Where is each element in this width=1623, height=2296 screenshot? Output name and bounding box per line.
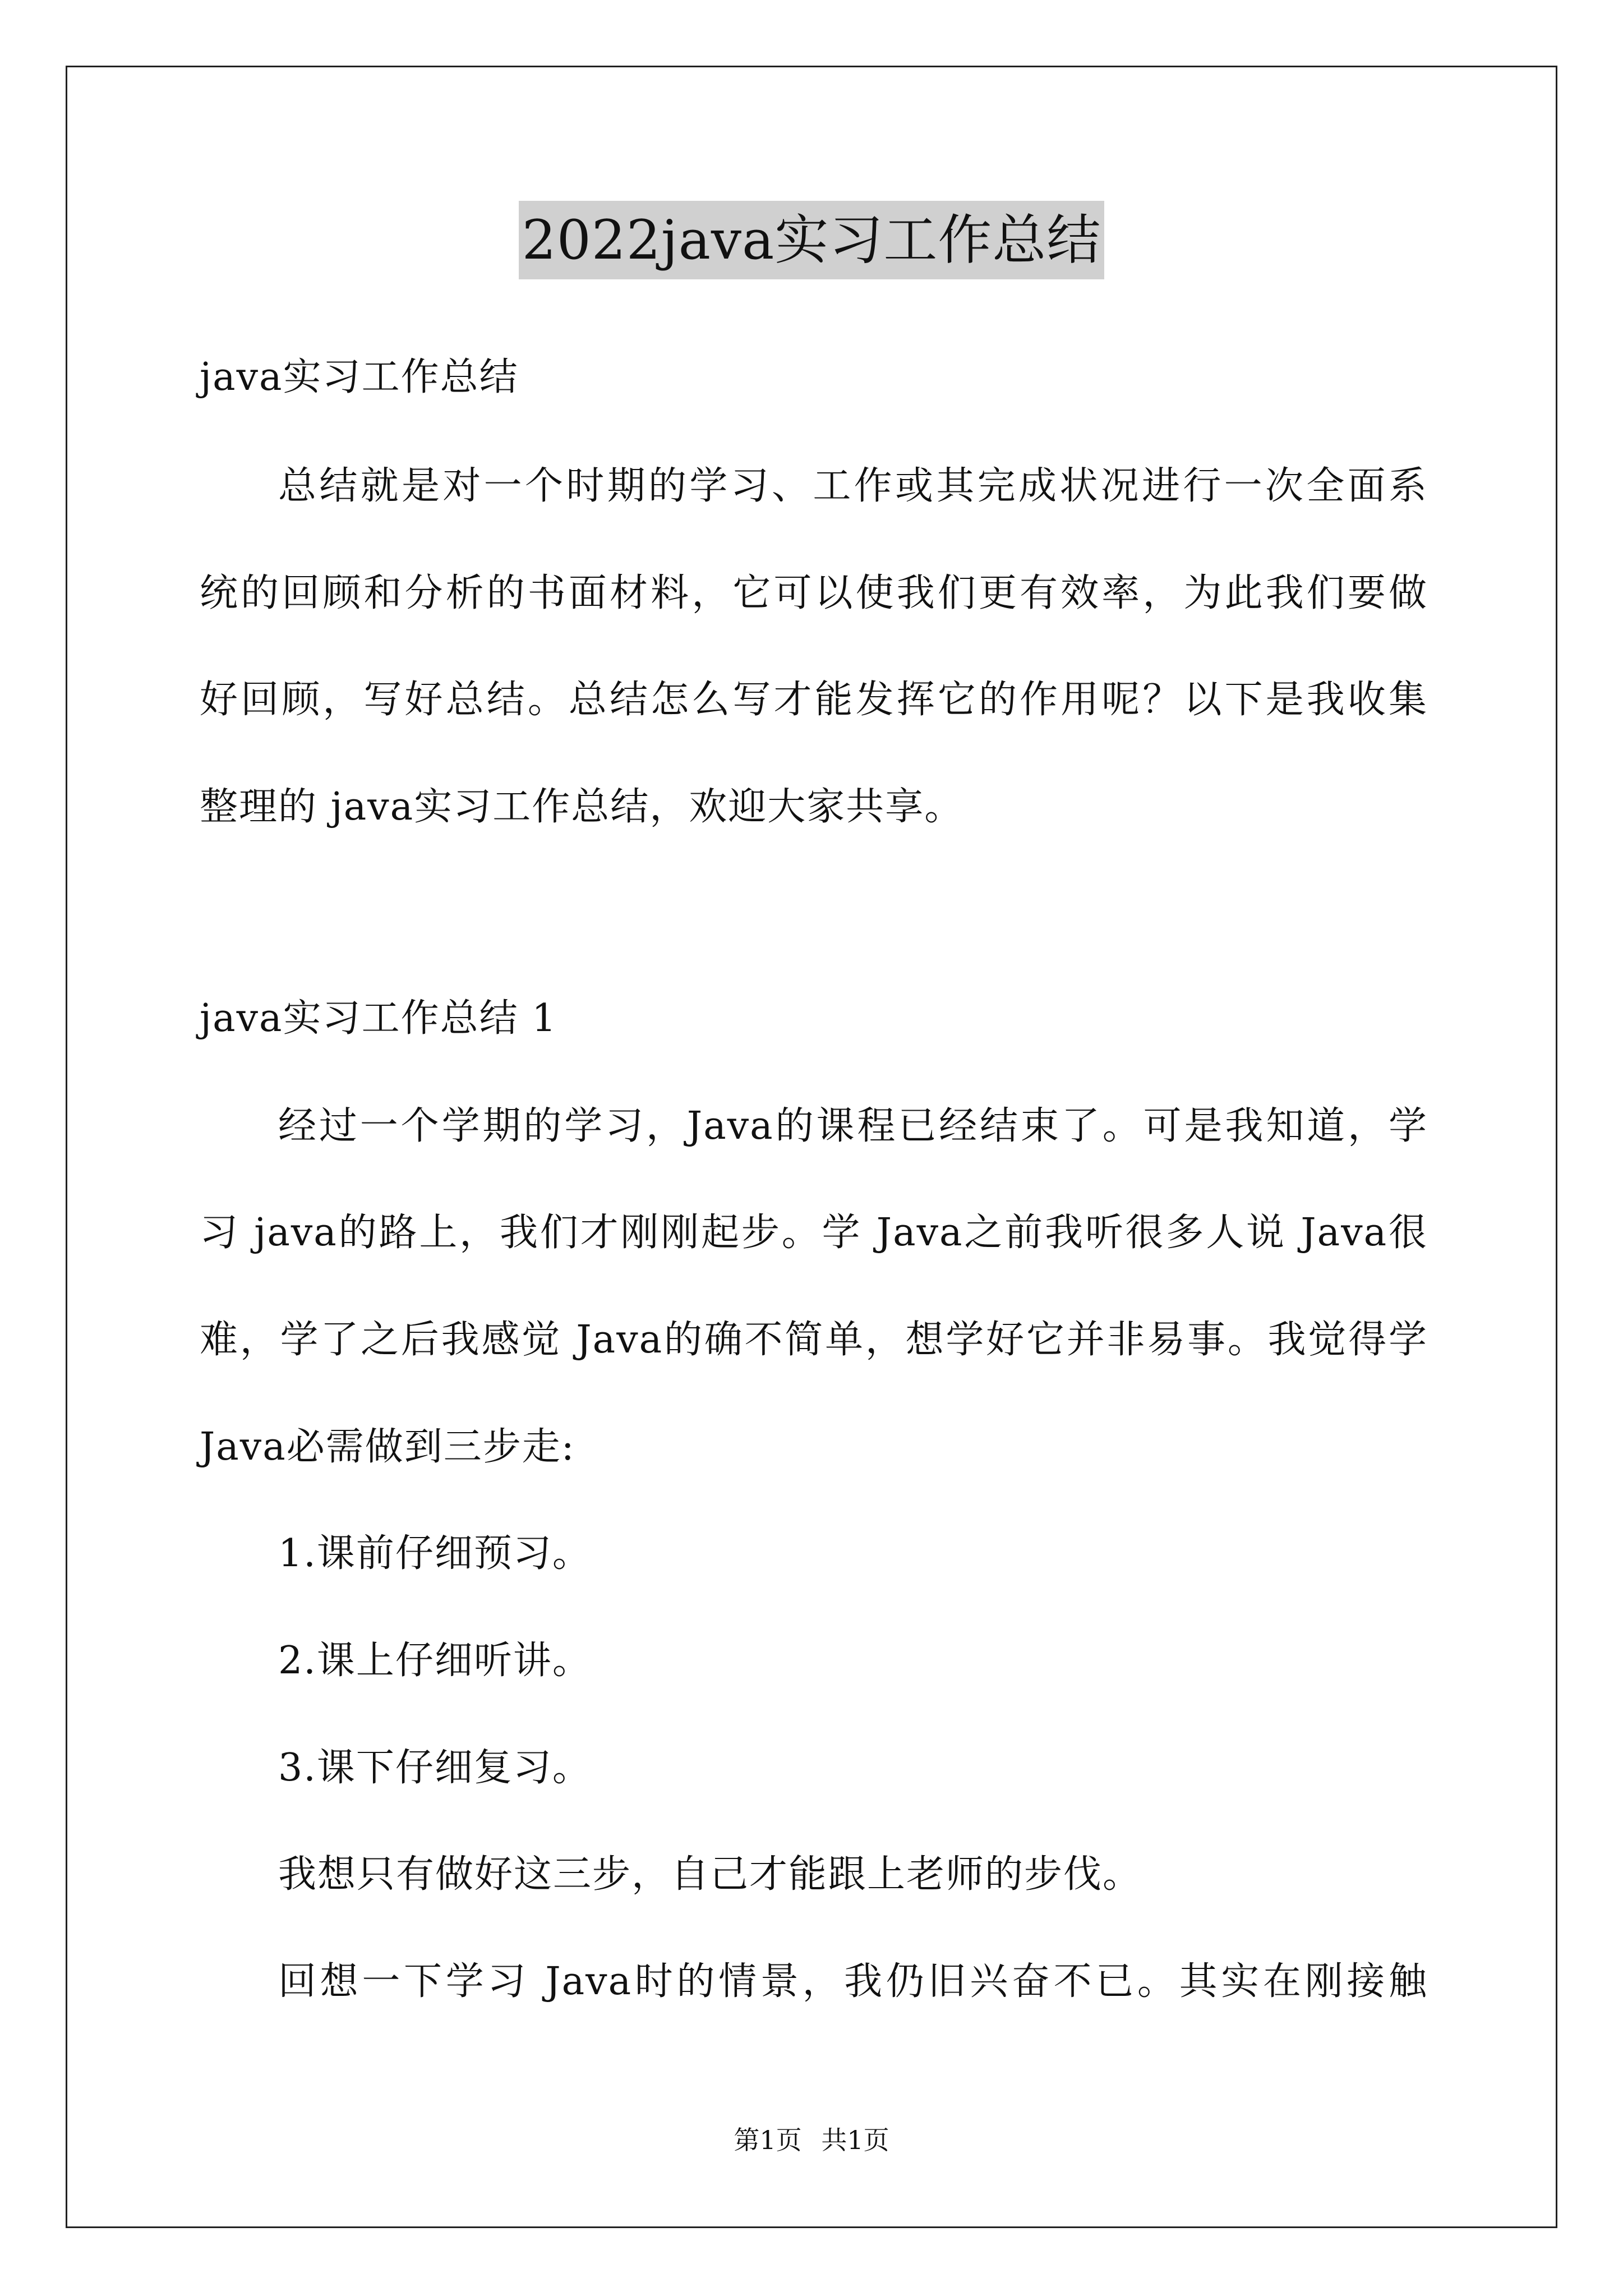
paragraph-line: 习 java的路上，我们才刚刚起步。学 Java之前我听很多人说 Java很 bbox=[200, 1211, 1428, 1255]
title-container bbox=[0, 201, 1623, 279]
paragraph-line: 整理的 java实习工作总结，欢迎大家共享。 bbox=[200, 785, 964, 829]
page-footer bbox=[0, 2123, 1623, 2157]
paragraph-line: 回想一下学习 Java时的情景，我仍旧兴奋不已。其实在刚接触 bbox=[278, 1959, 1428, 2004]
paragraph-line: 总结就是对一个时期的学习、工作或其完成状况进行一次全面系 bbox=[278, 464, 1428, 508]
paragraph-line: 统的回顾和分析的书面材料，它可以使我们更有效率，为此我们要做 bbox=[200, 571, 1428, 615]
paragraph-line: 好回顾，写好总结。总结怎么写才能发挥它的作用呢？以下是我收集 bbox=[200, 678, 1428, 722]
paragraph-line: 难，学了之后我感觉 Java的确不简单，想学好它并非易事。我觉得学 bbox=[200, 1318, 1428, 1362]
section-heading: java实习工作总结 1 bbox=[200, 996, 557, 1041]
paragraph-line: 经过一个学期的学习，Java的课程已经结束了。可是我知道，学 bbox=[278, 1104, 1428, 1148]
intro-heading: java实习工作总结 bbox=[200, 355, 519, 399]
list-item: 2.课上仔细听讲。 bbox=[278, 1639, 592, 1683]
page-total: 共1页 bbox=[821, 2125, 889, 2155]
paragraph-line: Java必需做到三步走: bbox=[200, 1425, 575, 1469]
list-item: 1.课前仔细预习。 bbox=[278, 1531, 592, 1576]
page-number: 第1页 bbox=[734, 2125, 802, 2155]
list-item: 3.课下仔细复习。 bbox=[278, 1746, 592, 1790]
document-title: 2022java实习工作总结 bbox=[519, 201, 1105, 279]
paragraph-line: 我想只有做好这三步，自己才能跟上老师的步伐。 bbox=[278, 1852, 1142, 1897]
